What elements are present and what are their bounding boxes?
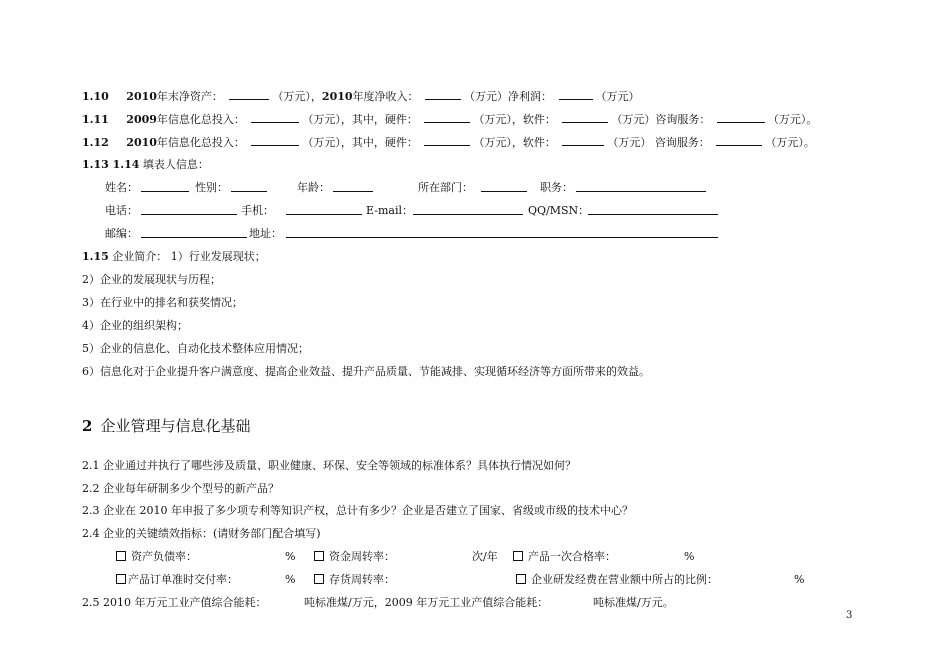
item-number: 1.10 bbox=[82, 90, 109, 103]
energy-unit-end: 吨标准煤/万元。 bbox=[593, 596, 674, 609]
label: 产品订单准时交付率： bbox=[128, 573, 238, 586]
label: 填表人信息： bbox=[142, 158, 209, 171]
age-label: 年龄： bbox=[297, 181, 330, 194]
net-assets-line bbox=[82, 88, 640, 104]
qq-field[interactable] bbox=[588, 203, 718, 215]
question-2-2: 2.2 企业每年研制多少个型号的新产品？ bbox=[82, 482, 279, 495]
label: 年信息化总投入： bbox=[156, 136, 245, 149]
item-number: 1.13 1.14 bbox=[82, 158, 140, 171]
email-label: E-mail： bbox=[366, 204, 413, 217]
year: 2010 bbox=[321, 90, 353, 103]
net-income-field[interactable] bbox=[425, 88, 461, 100]
postcode-field[interactable] bbox=[141, 226, 247, 238]
gender-field[interactable] bbox=[231, 180, 267, 192]
software-field[interactable] bbox=[562, 111, 608, 123]
software-field[interactable] bbox=[562, 134, 604, 146]
percent-unit: % bbox=[285, 573, 296, 586]
label: （万元），其中，硬件： bbox=[302, 136, 418, 149]
total-investment-field[interactable] bbox=[251, 134, 299, 146]
label: （万元），其中，硬件： bbox=[302, 113, 418, 126]
label: 存货周转率： bbox=[329, 573, 395, 586]
label: 年度净收入： bbox=[352, 90, 419, 103]
postcode-label: 邮编： bbox=[105, 227, 138, 240]
label: （万元） 咨询服务： bbox=[607, 136, 710, 149]
label: （万元）。 bbox=[765, 136, 815, 149]
section-title: 企业管理与信息化基础 bbox=[100, 417, 251, 435]
label: （万元），软件： bbox=[473, 136, 556, 149]
kpi-first-pass-yield bbox=[513, 549, 616, 565]
intro-item: 4）企业的组织架构； bbox=[82, 319, 188, 332]
percent-unit: % bbox=[285, 550, 296, 563]
year: 2010 bbox=[126, 90, 157, 103]
qq-label: QQ/MSN： bbox=[528, 204, 590, 217]
energy-consumption-2010: 2.5 2010 年万元工业产值综合能耗： bbox=[82, 596, 267, 609]
consulting-field[interactable] bbox=[717, 111, 765, 123]
energy-unit-2009: 吨标准煤/万元，2009 年万元工业产值综合能耗： bbox=[304, 596, 549, 609]
checkbox[interactable] bbox=[116, 551, 126, 561]
year: 2010 bbox=[126, 136, 157, 149]
label: 年信息化总投入： bbox=[156, 113, 245, 126]
label: 企业研发经费在营业额中所占的比例： bbox=[531, 573, 718, 586]
label: （万元）净利润： bbox=[464, 90, 553, 103]
name-label: 姓名： bbox=[105, 181, 138, 194]
label: （万元）咨询服务： bbox=[611, 113, 711, 126]
age-field[interactable] bbox=[333, 180, 373, 192]
email-field[interactable] bbox=[413, 203, 523, 215]
section-number: 2 bbox=[82, 417, 93, 435]
dept-field[interactable] bbox=[481, 180, 527, 192]
label: （万元）， bbox=[272, 90, 322, 103]
page-number: 3 bbox=[846, 610, 853, 621]
net-assets-field[interactable] bbox=[229, 88, 269, 100]
checkbox[interactable] bbox=[314, 551, 324, 561]
name-field[interactable] bbox=[141, 180, 189, 192]
percent-unit: % bbox=[684, 550, 695, 563]
question-2-3: 2.3 企业在 2010 年申报了多少项专利等知识产权，总计有多少？企业是否建立了国家、省级或市级的技术中心？ bbox=[82, 504, 633, 517]
kpi-on-time-delivery bbox=[116, 572, 238, 588]
section-2-heading bbox=[82, 416, 250, 436]
intro-item: 3）在行业中的排名和获奖情况； bbox=[82, 296, 243, 309]
position-label: 职务： bbox=[540, 181, 573, 194]
filler-info-heading bbox=[82, 157, 209, 173]
address-field[interactable] bbox=[286, 226, 718, 238]
net-profit-field[interactable] bbox=[559, 88, 593, 100]
it-investment-2010-line bbox=[82, 134, 815, 150]
phone-label: 电话： bbox=[105, 204, 138, 217]
intro-item: 5）企业的信息化、自动化技术整体应用情况； bbox=[82, 342, 309, 355]
intro-item: 2）企业的发展现状与历程； bbox=[82, 273, 221, 286]
it-investment-2009-line bbox=[82, 111, 817, 127]
kpi-debt-ratio bbox=[116, 549, 197, 565]
hardware-field[interactable] bbox=[424, 134, 470, 146]
consulting-field[interactable] bbox=[716, 134, 762, 146]
checkbox[interactable] bbox=[513, 551, 523, 561]
label: 资金周转率： bbox=[329, 550, 395, 563]
percent-unit: % bbox=[794, 573, 805, 586]
question-2-4: 2.4 企业的关键绩效指标：(请财务部门配合填写) bbox=[82, 527, 321, 540]
kpi-inventory-turnover bbox=[314, 572, 395, 588]
dept-label: 所在部门： bbox=[418, 181, 473, 194]
mobile-field[interactable] bbox=[286, 203, 362, 215]
company-intro-line bbox=[82, 249, 266, 265]
label: （万元）。 bbox=[767, 113, 818, 126]
label: （万元），软件： bbox=[473, 113, 556, 126]
year: 2009 bbox=[126, 113, 157, 126]
checkbox[interactable] bbox=[314, 574, 324, 584]
label: 资产负债率： bbox=[131, 550, 197, 563]
times-per-year-unit: 次/年 bbox=[472, 550, 498, 563]
hardware-field[interactable] bbox=[424, 111, 470, 123]
checkbox[interactable] bbox=[116, 574, 126, 584]
total-investment-field[interactable] bbox=[251, 111, 299, 123]
label: 年末净资产： bbox=[156, 90, 223, 103]
address-label: 地址： bbox=[249, 227, 282, 240]
checkbox[interactable] bbox=[516, 574, 526, 584]
kpi-capital-turnover bbox=[314, 549, 395, 565]
item-number: 1.11 bbox=[82, 113, 109, 126]
label: 产品一次合格率： bbox=[528, 550, 616, 563]
phone-field[interactable] bbox=[141, 203, 237, 215]
intro-item: 6）信息化对于企业提升客户满意度、提高企业效益、提升产品质量、节能减排、实现循环经济等方面所带来的效益。 bbox=[82, 365, 650, 378]
item-number: 1.12 bbox=[82, 136, 109, 149]
label: （万元） bbox=[595, 90, 640, 103]
question-2-1: 2.1 企业通过并执行了哪些涉及质量、职业健康、环保、安全等领域的标准体系？具体执行情况如何？ bbox=[82, 459, 576, 472]
mobile-label: 手机： bbox=[241, 204, 274, 217]
item-number: 1.15 bbox=[82, 250, 109, 263]
label: 企业简介： 1）行业发展现状； bbox=[112, 250, 266, 263]
position-field[interactable] bbox=[576, 180, 706, 192]
gender-label: 性别： bbox=[195, 181, 228, 194]
kpi-rd-ratio bbox=[516, 572, 718, 588]
